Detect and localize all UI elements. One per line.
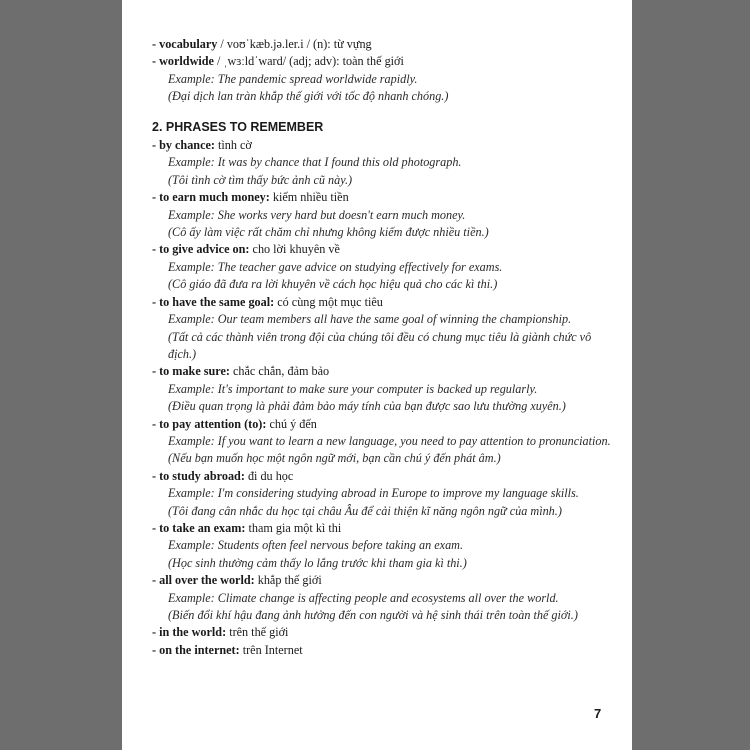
phrase-meaning: có cùng một mục tiêu [274, 294, 383, 309]
phrase-meaning: đi du học [244, 468, 294, 483]
phrase-term: - to study abroad: [152, 468, 245, 483]
example-translation: (Biến đổi khí hậu đang ảnh hưởng đến con người và hệ sinh thái trên toàn thế giới.) [168, 608, 578, 622]
example-translation: (Cô giáo đã đưa ra lời khuyên về cách học hiệu quả cho các kì thi.) [168, 277, 498, 292]
phrase-entry [152, 468, 622, 520]
phrase-entry [152, 520, 622, 572]
phrase-term: - in the world: [152, 625, 227, 640]
example-translation: (Tôi tình cờ tìm thấy bức ảnh cũ này.) [168, 172, 353, 187]
phrase-meaning: khắp thế giới [254, 573, 322, 588]
example-translation: (Đại dịch lan tràn khắp thế giới với tốc độ nhanh chóng.) [168, 89, 449, 104]
example-sentence: Example: The teacher gave advice on studying effectively for exams. [168, 259, 503, 274]
phrase-term: - to earn much money: [152, 190, 270, 205]
vocab-definition: / voʊˈkæb.jə.ler.i / (n): từ vựng [217, 37, 372, 51]
phrase-entry [152, 189, 622, 241]
phrase-meaning: tình cờ [214, 138, 252, 153]
section-title: 2. PHRASES TO REMEMBER [152, 119, 324, 134]
phrase-meaning: kiếm nhiều tiền [269, 190, 349, 205]
vocab-entry-worldwide [152, 53, 622, 105]
page-number: 7 [594, 706, 602, 721]
example-sentence: Example: If you want to learn a new language, you need to pay attention to pronunciation. [168, 433, 611, 448]
example-sentence: Example: The pandemic spread worldwide rapidly. [168, 71, 418, 86]
example-sentence: Example: She works very hard but doesn't earn much money. [168, 207, 466, 222]
example-translation: (Tôi đang cân nhắc du học tại châu Âu để cải thiện kĩ năng ngôn ngữ của mình.) [168, 503, 562, 518]
phrase-meaning: trên Internet [239, 642, 303, 657]
phrase-meaning: chắc chắn, đảm bảo [229, 364, 330, 379]
example-sentence: Example: Students often feel nervous before taking an exam. [168, 538, 464, 553]
example-sentence: Example: It was by chance that I found this old photograph. [168, 155, 462, 170]
phrase-entry [152, 363, 622, 415]
example-sentence: Example: I'm considering studying abroad in Europe to improve my language skills. [168, 486, 579, 501]
phrase-entry [152, 416, 622, 468]
phrase-term: - to take an exam: [152, 520, 246, 535]
phrase-term: - to have the same goal: [152, 294, 275, 309]
vocab-definition: / ˌwɜːldˈward/ (adj; adv): toàn thế giới [213, 54, 404, 69]
phrase-meaning: tham gia một kì thi [245, 520, 342, 535]
example-translation: (Nếu bạn muốn học một ngôn ngữ mới, bạn cần chú ý đến phát âm.) [168, 451, 501, 466]
phrase-term: - to give advice on: [152, 242, 250, 257]
vocab-entry-vocabulary [152, 36, 622, 53]
phrase-meaning: trên thế giới [226, 625, 289, 640]
phrase-entry [152, 241, 622, 293]
phrase-entry [152, 642, 622, 659]
phrase-term: - on the internet: [152, 642, 240, 657]
phrase-entry [152, 572, 622, 624]
page-content [152, 36, 622, 659]
right-margin-background [632, 0, 750, 750]
left-margin-background [0, 0, 122, 750]
example-translation: (Điều quan trọng là phải đảm bảo máy tính của bạn được sao lưu thường xuyên.) [168, 399, 566, 414]
phrase-entry [152, 294, 622, 364]
phrase-term: - to make sure: [152, 364, 230, 379]
phrase-meaning: chú ý đến [266, 416, 317, 431]
phrase-meaning: cho lời khuyên về [249, 242, 340, 257]
example-translation: (Tất cả các thành viên trong đội của chúng tôi đều có chung mục tiêu là giành chức vô địch.) [168, 329, 592, 361]
phrase-entry [152, 624, 622, 641]
example-sentence: Example: Our team members all have the same goal of winning the championship. [168, 312, 572, 327]
example-sentence: Example: Climate change is affecting people and ecosystems all over the world. [168, 590, 559, 605]
phrase-entry [152, 137, 622, 189]
example-translation: (Học sinh thường cảm thấy lo lắng trước khi tham gia kì thi.) [168, 555, 467, 570]
document-page [122, 0, 632, 750]
phrase-term: - to pay attention (to): [152, 416, 267, 431]
vocab-term: - worldwide [152, 54, 214, 69]
vocab-term: - vocabulary [152, 37, 218, 51]
example-translation: (Cô ấy làm việc rất chăm chỉ nhưng không kiếm được nhiều tiền.) [168, 225, 489, 240]
phrase-term: - all over the world: [152, 573, 255, 588]
example-sentence: Example: It's important to make sure your computer is backed up regularly. [168, 381, 538, 396]
phrase-term: - by chance: [152, 138, 215, 153]
